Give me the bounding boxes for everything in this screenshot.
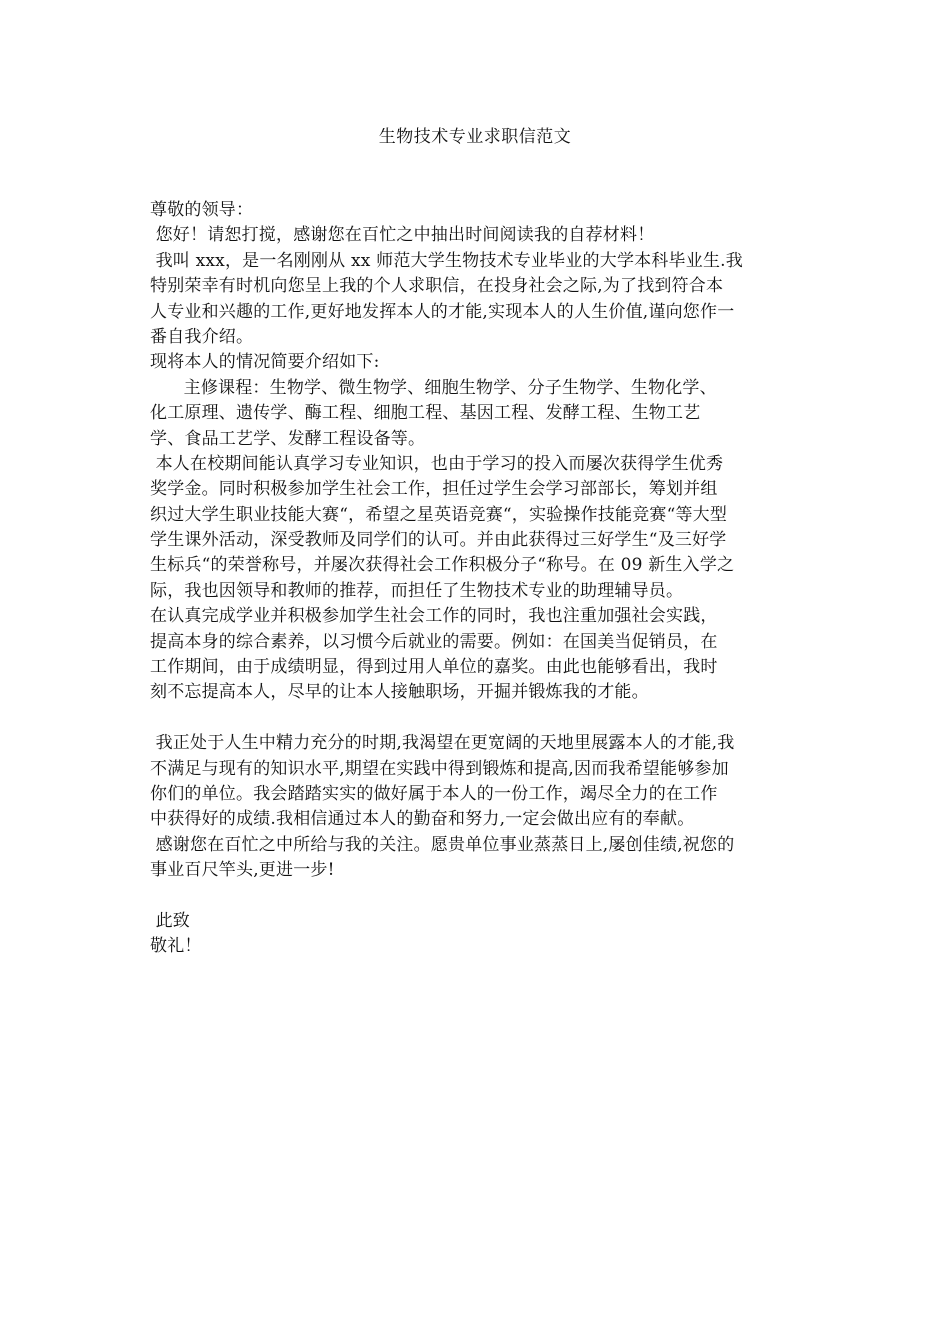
letter-line: 生标兵“的荣誉称号，并屡次获得社会工作积极分子“称号。在 09 新生入学之	[150, 555, 735, 576]
letter-line: 学生课外活动，深受教师及同学们的认可。并由此获得过三好学生“及三好学	[150, 530, 727, 551]
letter-line: 学、食品工艺学、发酵工程设备等。	[150, 428, 426, 449]
letter-line: 您好！请恕打搅，感谢您在百忙之中抽出时间阅读我的自荐材料！	[150, 225, 655, 246]
blank-line	[150, 706, 800, 731]
letter-line: 现将本人的情况简要介绍如下:	[150, 352, 380, 373]
letter-line: 际，我也因领导和教师的推荐，而担任了生物技术专业的助理辅导员。	[150, 580, 684, 601]
letter-line: 番自我介绍。	[150, 326, 254, 347]
letter-line: 敬礼！	[150, 936, 202, 957]
blank-line	[150, 884, 800, 909]
letter-line: 我正处于人生中精力充分的时期,我渴望在更宽阔的天地里展露本人的才能,我	[150, 733, 735, 754]
letter-line: 尊敬的领导：	[150, 200, 254, 220]
letter-body	[150, 198, 800, 960]
letter-line: 提高本身的综合素养，以习惯今后就业的需要。例如：在国美当促销员，在	[150, 631, 718, 652]
letter-line: 在认真完成学业并积极参加学生社会工作的同时，我也注重加强社会实践，	[150, 606, 718, 627]
letter-line: 工作期间，由于成绩明显，得到过用人单位的嘉奖。由此也能够看出，我时	[150, 657, 718, 678]
letter-line: 事业百尺竿头,更进一步!	[150, 860, 335, 881]
letter-line: 化工原理、遗传学、酶工程、细胞工程、基因工程、发酵工程、生物工艺	[150, 403, 701, 424]
letter-line: 奖学金。同时积极参加学生社会工作，担任过学生会学习部部长，筹划并组	[150, 479, 718, 500]
document-title: 生物技术专业求职信范文	[378, 127, 572, 147]
letter-line: 刻不忘提高本人，尽早的让本人接触职场，开掘并锻炼我的才能。	[150, 682, 649, 703]
letter-line: 感谢您在百忙之中所给与我的关注。愿贵单位事业蒸蒸日上,屡创佳绩,祝您的	[150, 834, 735, 855]
letter-line: 人专业和兴趣的工作,更好地发挥本人的才能,实现本人的人生价值,谨向您作一	[150, 301, 735, 322]
letter-line: 我叫 xxx，是一名刚刚从 xx 师范大学生物技术专业毕业的大学本科毕业生.我	[150, 250, 743, 271]
letter-line: 不满足与现有的知识水平,期望在实践中得到锻炼和提高,因而我希望能够参加	[150, 758, 729, 779]
letter-line: 中获得好的成绩.我相信通过本人的勤奋和努力,一定会做出应有的奉献。	[150, 809, 695, 830]
letter-line: 特别荣幸有时机向您呈上我的个人求职信，在投身社会之际,为了找到符合本	[150, 276, 724, 297]
letter-line: 你们的单位。我会踏踏实实的做好属于本人的一份工作，竭尽全力的在工作	[150, 783, 718, 804]
letter-line: 主修课程：生物学、微生物学、细胞生物学、分子生物学、生物化学、	[150, 377, 717, 398]
letter-line: 织过大学生职业技能大赛“，希望之星英语竞赛“，实验操作技能竞赛“等大型	[150, 504, 728, 525]
letter-line: 此致	[150, 910, 191, 931]
letter-line: 本人在校期间能认真学习专业知识，也由于学习的投入而屡次获得学生优秀	[150, 453, 724, 474]
